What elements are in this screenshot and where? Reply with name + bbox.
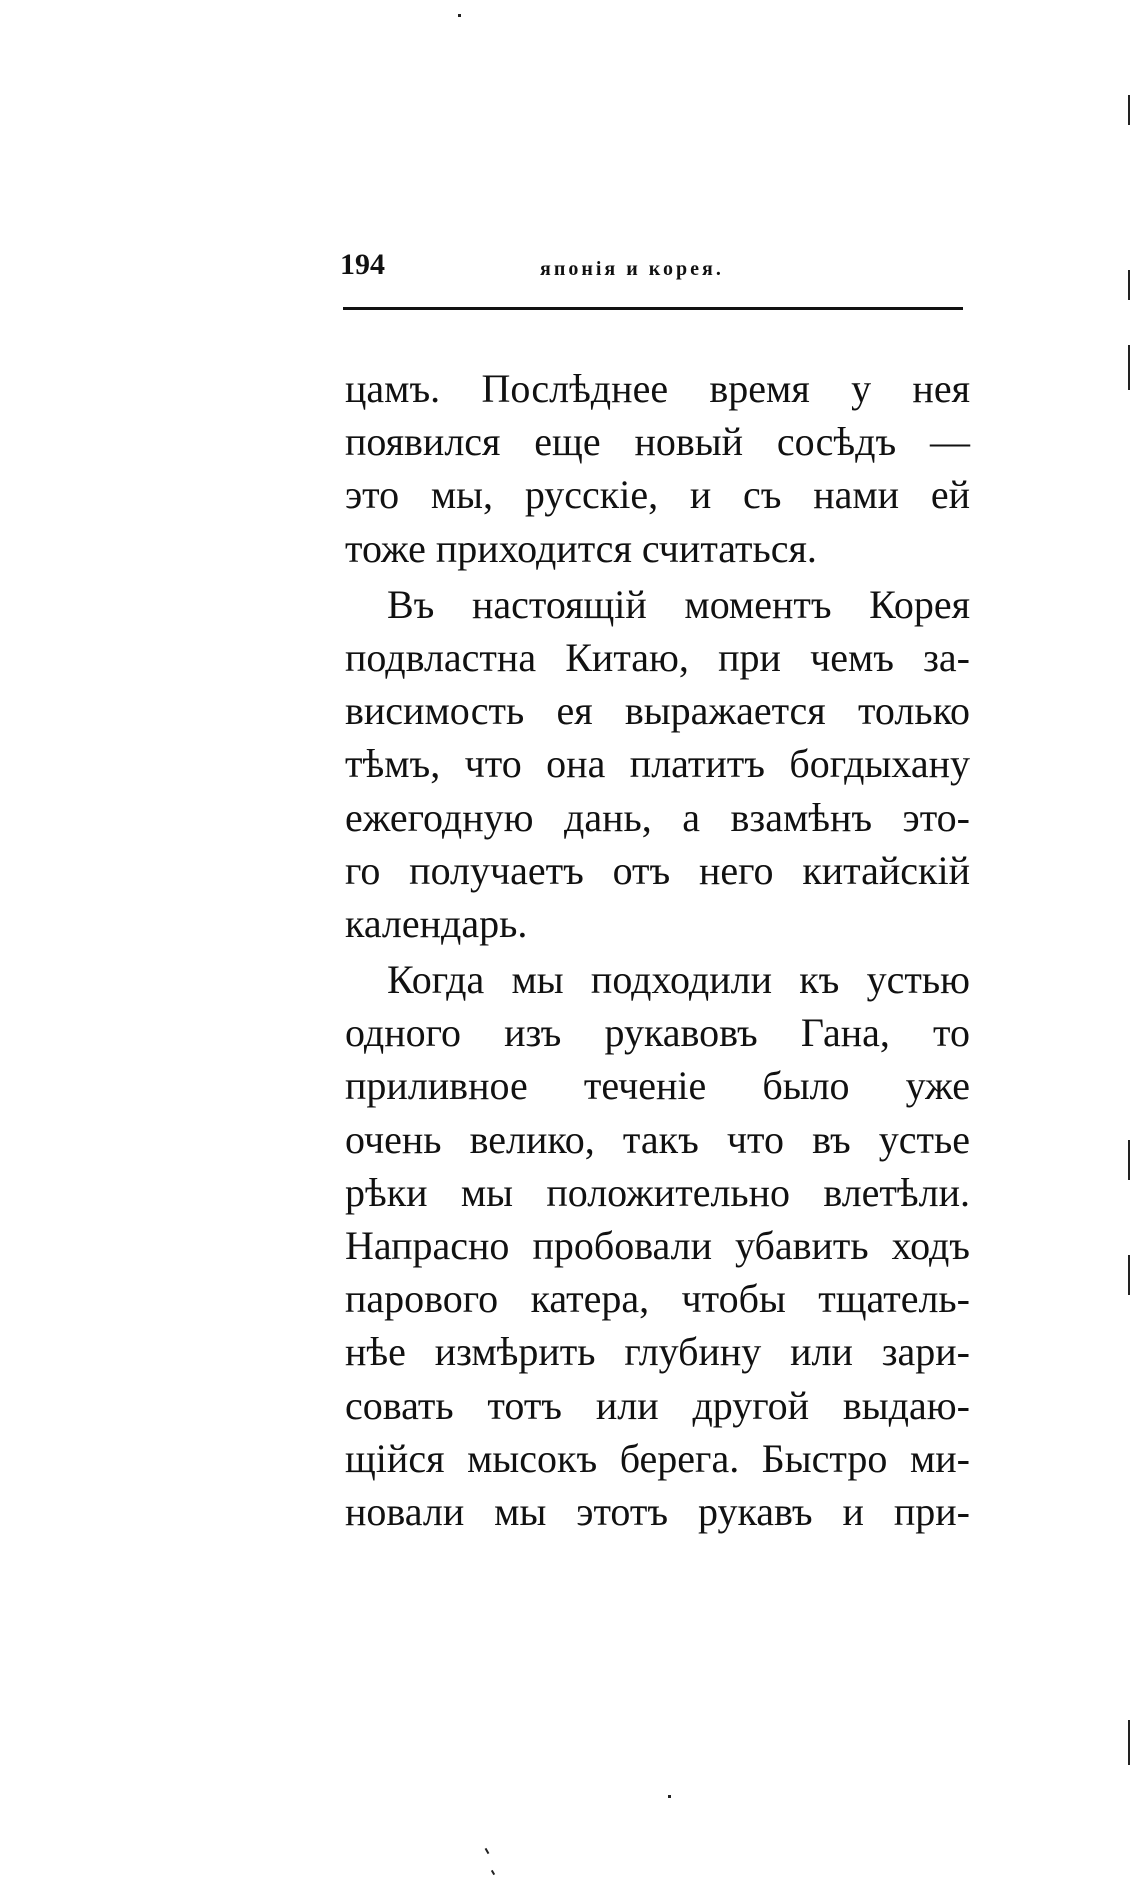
text-line: тоже приходится считаться. — [345, 525, 817, 571]
paragraph-2 — [345, 578, 970, 950]
header-rule — [343, 307, 963, 310]
scan-edge-mark — [1128, 270, 1130, 300]
body-text — [345, 362, 970, 1538]
paragraph-3 — [345, 953, 970, 1538]
scan-speck — [668, 1795, 671, 1798]
scan-speck — [491, 1870, 495, 1875]
scan-speck — [485, 1848, 490, 1854]
text-line: тѣмъ, что она платитъ богдыхану — [345, 741, 970, 787]
running-title: японія и корея. — [540, 258, 724, 280]
scan-edge-mark — [1128, 95, 1130, 125]
text-line: очень велико, такъ что въ устье — [345, 1116, 970, 1162]
text-line: Напрасно пробовали убавить ходъ — [345, 1223, 970, 1268]
scan-edge-mark — [1128, 1255, 1130, 1295]
text-line: парового катера, чтобы тщатель- — [345, 1276, 970, 1322]
text-line: одного изъ рукавовъ Гана, то — [345, 1010, 970, 1056]
text-line: Въ настоящій моментъ Корея — [387, 581, 970, 627]
text-line: рѣки мы положительно влетѣли. — [345, 1169, 970, 1215]
text-line: го получаетъ отъ него китайскій — [345, 847, 970, 893]
text-line: ежегодную дань, а взамѣнъ это- — [345, 794, 970, 840]
running-head — [340, 248, 962, 288]
text-line: щійся мысокъ берега. Быстро ми- — [345, 1435, 970, 1481]
scan-speck — [458, 14, 461, 17]
text-line: подвластна Китаю, при чемъ за- — [345, 634, 970, 680]
scan-edge-mark — [1128, 1140, 1130, 1180]
text-line: Когда мы подходили къ устью — [387, 957, 970, 1003]
text-line: совать тотъ или другой выдаю- — [345, 1382, 970, 1428]
paragraph-1 — [345, 362, 970, 575]
text-line: нѣе измѣрить глубину или зари- — [345, 1329, 970, 1375]
text-line: приливное теченіе было уже — [345, 1063, 970, 1109]
scan-edge-mark — [1128, 345, 1130, 390]
text-line: это мы, русскіе, и съ нами ей — [345, 472, 970, 518]
text-line: цамъ. Послѣднее время у нея — [345, 366, 970, 411]
text-line: календарь. — [345, 900, 528, 946]
page-number: 194 — [340, 248, 385, 281]
text-line: появился еще новый сосѣдъ — — [345, 419, 970, 465]
text-line: висимость ея выражается только — [345, 688, 970, 734]
scan-edge-mark — [1128, 1720, 1130, 1765]
text-line: новали мы этотъ рукавъ и при- — [345, 1488, 970, 1534]
